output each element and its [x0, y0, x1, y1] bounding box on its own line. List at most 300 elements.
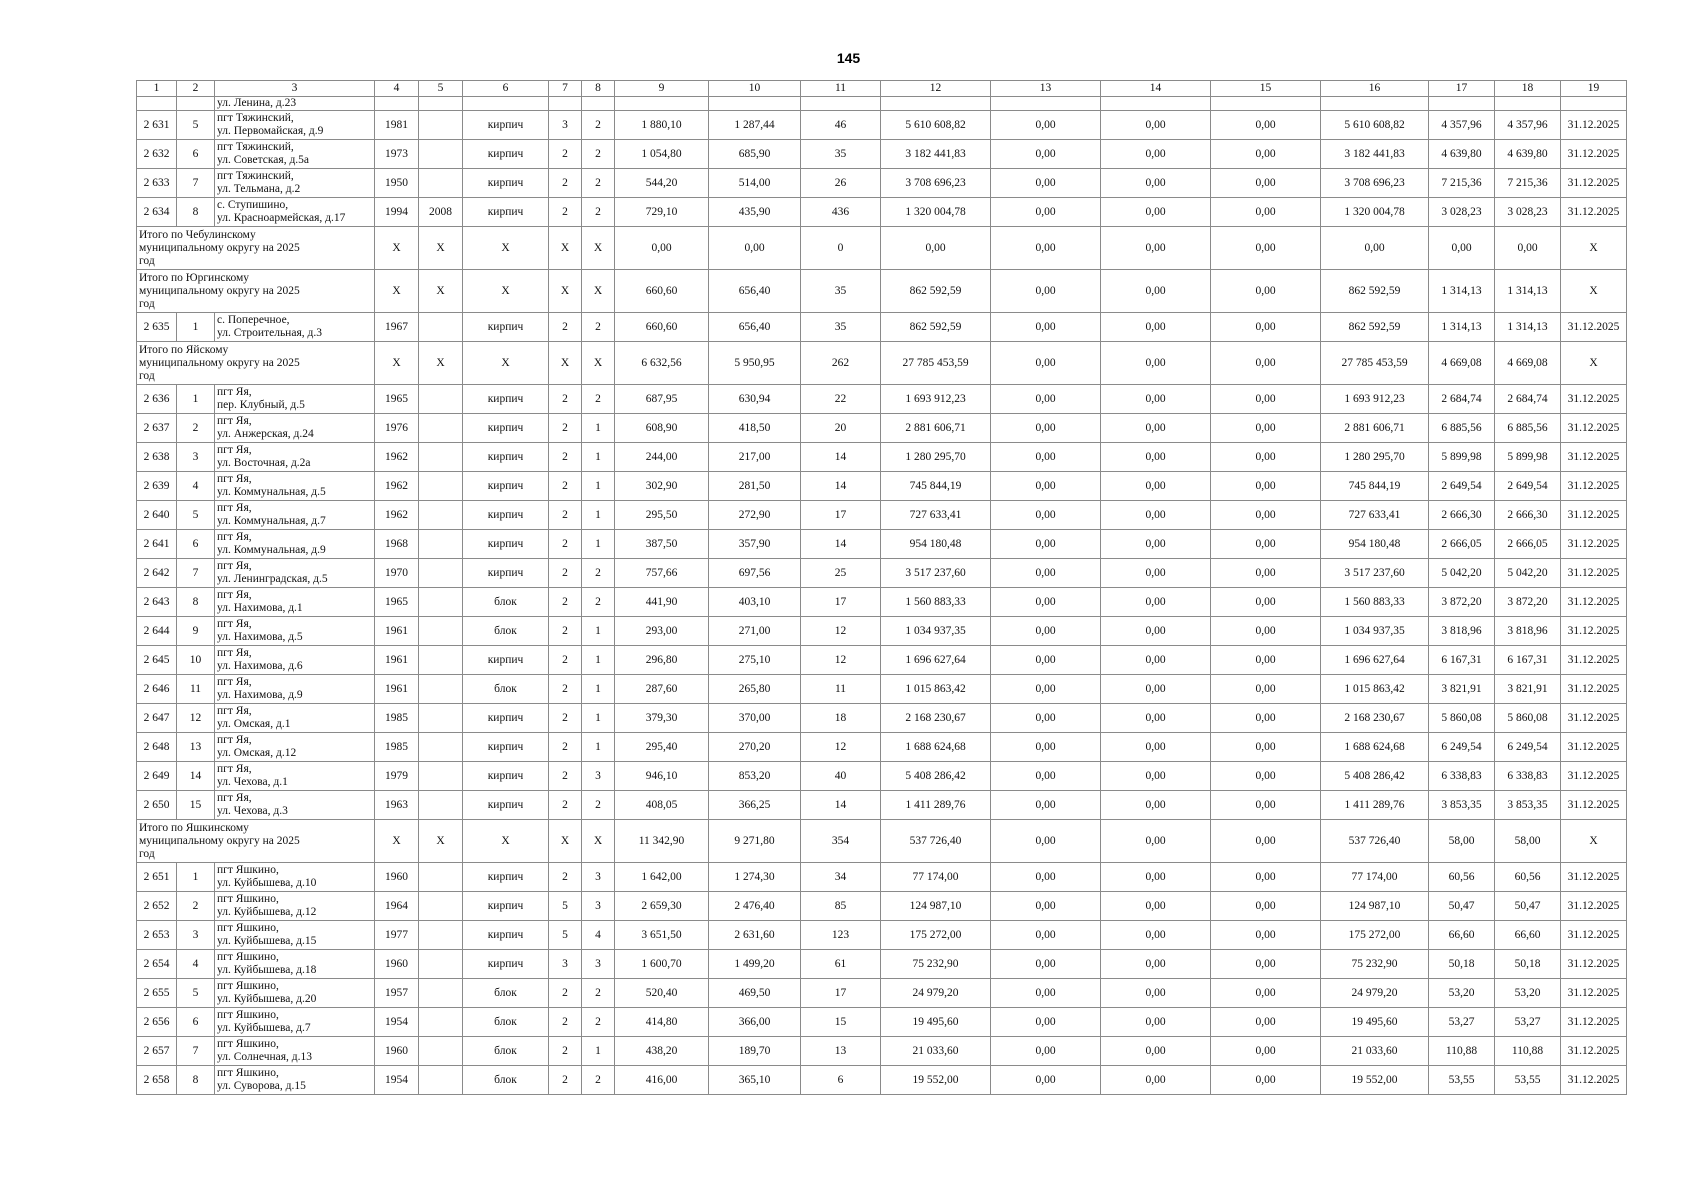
value-cell: 0,00 — [1101, 342, 1211, 385]
value-cell: 0,00 — [1101, 501, 1211, 530]
value-cell: 4 — [582, 921, 615, 950]
value-cell — [419, 892, 463, 921]
value-cell: 15 — [801, 1008, 881, 1037]
table-row — [137, 646, 1627, 675]
column-header: 19 — [1561, 81, 1627, 97]
value-cell: 293,00 — [615, 617, 709, 646]
value-cell — [419, 140, 463, 169]
value-cell: 1957 — [375, 979, 419, 1008]
value-cell: 5 899,98 — [1429, 443, 1495, 472]
value-cell: 12 — [801, 733, 881, 762]
value-cell: 408,05 — [615, 791, 709, 820]
address-cell: пгт Яшкино, ул. Суворова, д.15 — [215, 1066, 375, 1095]
value-cell: 366,25 — [709, 791, 801, 820]
value-cell: 5 610 608,82 — [881, 111, 991, 140]
value-cell: 438,20 — [615, 1037, 709, 1066]
value-cell: 0,00 — [1211, 1037, 1321, 1066]
address-cell: с. Ступишино, ул. Красноармейская, д.17 — [215, 198, 375, 227]
value-cell: 1 314,13 — [1495, 270, 1561, 313]
value-cell — [419, 1008, 463, 1037]
table-row — [137, 385, 1627, 414]
table-row — [137, 950, 1627, 979]
column-header: 3 — [215, 81, 375, 97]
value-cell: 2 684,74 — [1495, 385, 1561, 414]
value-cell: 31.12.2025 — [1561, 646, 1627, 675]
value-cell: 1 — [582, 530, 615, 559]
value-cell: 17 — [801, 588, 881, 617]
value-cell: X — [549, 270, 582, 313]
value-cell: 3 853,35 — [1429, 791, 1495, 820]
value-cell — [1211, 97, 1321, 111]
value-cell: 2 — [549, 1037, 582, 1066]
value-cell — [419, 414, 463, 443]
value-cell: X — [549, 820, 582, 863]
value-cell: 0,00 — [1495, 227, 1561, 270]
value-cell: 1 280 295,70 — [1321, 443, 1429, 472]
value-cell: блок — [463, 1037, 549, 1066]
row-number-cell: 2 640 — [137, 501, 177, 530]
value-cell: 275,10 — [709, 646, 801, 675]
value-cell: 31.12.2025 — [1561, 198, 1627, 227]
value-cell: 1 — [582, 646, 615, 675]
address-cell: пгт Яшкино, ул. Солнечная, д.13 — [215, 1037, 375, 1066]
value-cell: 3 821,91 — [1429, 675, 1495, 704]
total-label-cell: Итого по Яшкинскому муниципальному округу на 2025 год — [137, 820, 375, 863]
value-cell: 3 — [582, 950, 615, 979]
value-cell — [419, 675, 463, 704]
value-cell — [615, 97, 709, 111]
address-cell: пгт Яя, ул. Омская, д.1 — [215, 704, 375, 733]
value-cell: X — [549, 227, 582, 270]
value-cell: 660,60 — [615, 270, 709, 313]
value-cell — [582, 97, 615, 111]
value-cell: 50,47 — [1495, 892, 1561, 921]
value-cell: 6 — [801, 1066, 881, 1095]
value-cell: 3 651,50 — [615, 921, 709, 950]
value-cell: 2 649,54 — [1495, 472, 1561, 501]
value-cell: 0,00 — [991, 342, 1101, 385]
address-cell: пгт Яя, ул. Омская, д.12 — [215, 733, 375, 762]
value-cell: X — [1561, 270, 1627, 313]
value-cell: 0,00 — [1101, 198, 1211, 227]
column-header: 8 — [582, 81, 615, 97]
value-cell — [419, 617, 463, 646]
address-cell: пгт Тяжинский, ул. Советская, д.5а — [215, 140, 375, 169]
value-cell: X — [419, 270, 463, 313]
value-cell: 53,55 — [1495, 1066, 1561, 1095]
value-cell: 0,00 — [1211, 169, 1321, 198]
value-cell: кирпич — [463, 111, 549, 140]
value-cell: X — [375, 342, 419, 385]
value-cell: 0,00 — [1101, 704, 1211, 733]
value-cell: 0,00 — [1211, 385, 1321, 414]
value-cell: 0,00 — [1101, 921, 1211, 950]
value-cell: 0,00 — [991, 733, 1101, 762]
value-cell: 1954 — [375, 1008, 419, 1037]
value-cell: 2 881 606,71 — [881, 414, 991, 443]
column-header: 15 — [1211, 81, 1321, 97]
value-cell: 58,00 — [1429, 820, 1495, 863]
value-cell: 6 249,54 — [1429, 733, 1495, 762]
value-cell: 50,18 — [1495, 950, 1561, 979]
value-cell: 35 — [801, 313, 881, 342]
value-cell: 0,00 — [1101, 979, 1211, 1008]
value-cell: 416,00 — [615, 1066, 709, 1095]
value-cell: 745 844,19 — [1321, 472, 1429, 501]
row-number-cell: 2 647 — [137, 704, 177, 733]
value-cell: 0,00 — [1211, 979, 1321, 1008]
value-cell — [419, 1037, 463, 1066]
value-cell: 0,00 — [1211, 472, 1321, 501]
value-cell: кирпич — [463, 140, 549, 169]
value-cell: 0,00 — [1211, 892, 1321, 921]
value-cell: 3 — [549, 950, 582, 979]
value-cell: 2 — [582, 559, 615, 588]
value-cell: 1 — [582, 617, 615, 646]
value-cell: 21 033,60 — [881, 1037, 991, 1066]
value-cell: 66,60 — [1495, 921, 1561, 950]
value-cell: 1977 — [375, 921, 419, 950]
value-cell: 745 844,19 — [881, 472, 991, 501]
value-cell: 19 495,60 — [881, 1008, 991, 1037]
value-cell: 0,00 — [991, 1008, 1101, 1037]
value-cell: 1 — [582, 1037, 615, 1066]
total-row — [137, 820, 1627, 863]
value-cell: 441,90 — [615, 588, 709, 617]
row-number-cell: 2 636 — [137, 385, 177, 414]
table-row — [137, 921, 1627, 950]
value-cell: 1961 — [375, 675, 419, 704]
column-header: 2 — [177, 81, 215, 97]
value-cell: 0,00 — [1101, 530, 1211, 559]
value-cell: 271,00 — [709, 617, 801, 646]
value-cell: 0,00 — [1101, 169, 1211, 198]
value-cell: 0,00 — [1211, 140, 1321, 169]
table-row — [137, 704, 1627, 733]
value-cell: 0,00 — [1101, 820, 1211, 863]
value-cell: 0,00 — [991, 820, 1101, 863]
item-number-cell: 1 — [177, 313, 215, 342]
value-cell: 0,00 — [1211, 820, 1321, 863]
value-cell: X — [1561, 820, 1627, 863]
table-row — [137, 1037, 1627, 1066]
table-row — [137, 1066, 1627, 1095]
value-cell: 1 314,13 — [1429, 270, 1495, 313]
table-row — [137, 501, 1627, 530]
value-cell: 0,00 — [1101, 791, 1211, 820]
value-cell: 295,50 — [615, 501, 709, 530]
value-cell: 0,00 — [1101, 227, 1211, 270]
value-cell: 5 860,08 — [1429, 704, 1495, 733]
value-cell: 0,00 — [991, 559, 1101, 588]
value-cell: X — [582, 270, 615, 313]
value-cell: 2 — [549, 501, 582, 530]
value-cell: 5 860,08 — [1495, 704, 1561, 733]
item-number-cell: 5 — [177, 501, 215, 530]
value-cell: 31.12.2025 — [1561, 1037, 1627, 1066]
value-cell: 0,00 — [1211, 863, 1321, 892]
value-cell: 3 028,23 — [1429, 198, 1495, 227]
value-cell: 0,00 — [991, 675, 1101, 704]
row-number-cell: 2 645 — [137, 646, 177, 675]
value-cell: 0,00 — [991, 270, 1101, 313]
value-cell: 4 357,96 — [1495, 111, 1561, 140]
value-cell: 31.12.2025 — [1561, 1008, 1627, 1037]
value-cell: 24 979,20 — [1321, 979, 1429, 1008]
value-cell — [419, 443, 463, 472]
value-cell: 0,00 — [991, 762, 1101, 791]
row-number-cell: 2 658 — [137, 1066, 177, 1095]
value-cell: 954 180,48 — [881, 530, 991, 559]
row-number-cell: 2 633 — [137, 169, 177, 198]
item-number-cell: 12 — [177, 704, 215, 733]
value-cell: 6 632,56 — [615, 342, 709, 385]
value-cell: 2 — [549, 169, 582, 198]
value-cell: 1968 — [375, 530, 419, 559]
value-cell: 1964 — [375, 892, 419, 921]
row-number-cell: 2 641 — [137, 530, 177, 559]
value-cell: 403,10 — [709, 588, 801, 617]
value-cell: 1960 — [375, 1037, 419, 1066]
item-number-cell: 15 — [177, 791, 215, 820]
value-cell: 14 — [801, 443, 881, 472]
value-cell: 46 — [801, 111, 881, 140]
value-cell: 0,00 — [1101, 588, 1211, 617]
value-cell: 1954 — [375, 1066, 419, 1095]
item-number-cell: 2 — [177, 892, 215, 921]
value-cell: 2 168 230,67 — [1321, 704, 1429, 733]
value-cell: кирпич — [463, 472, 549, 501]
item-number-cell: 14 — [177, 762, 215, 791]
value-cell: 124 987,10 — [881, 892, 991, 921]
value-cell: 1962 — [375, 472, 419, 501]
value-cell: 1 054,80 — [615, 140, 709, 169]
value-cell: 0,00 — [991, 892, 1101, 921]
value-cell — [1101, 97, 1211, 111]
value-cell: 853,20 — [709, 762, 801, 791]
value-cell — [419, 950, 463, 979]
value-cell: 1 015 863,42 — [1321, 675, 1429, 704]
row-number-cell: 2 655 — [137, 979, 177, 1008]
value-cell: 0,00 — [1211, 733, 1321, 762]
value-cell: 0,00 — [1211, 646, 1321, 675]
value-cell: 0,00 — [1101, 140, 1211, 169]
value-cell: 0,00 — [1211, 111, 1321, 140]
column-header: 5 — [419, 81, 463, 97]
value-cell: 0,00 — [1211, 704, 1321, 733]
value-cell: 1965 — [375, 385, 419, 414]
address-cell: с. Поперечное, ул. Строительная, д.3 — [215, 313, 375, 342]
value-cell: 2 — [549, 559, 582, 588]
value-cell: 124 987,10 — [1321, 892, 1429, 921]
value-cell: 0,00 — [1101, 313, 1211, 342]
value-cell: X — [419, 820, 463, 863]
value-cell: 2 — [582, 313, 615, 342]
table-row — [137, 443, 1627, 472]
value-cell: 302,90 — [615, 472, 709, 501]
value-cell: 21 033,60 — [1321, 1037, 1429, 1066]
value-cell: 2 659,30 — [615, 892, 709, 921]
continuation-row — [137, 97, 1627, 111]
value-cell: 3 708 696,23 — [881, 169, 991, 198]
value-cell: 2 631,60 — [709, 921, 801, 950]
value-cell: 31.12.2025 — [1561, 414, 1627, 443]
value-cell: 60,56 — [1495, 863, 1561, 892]
value-cell: 4 639,80 — [1429, 140, 1495, 169]
value-cell: 3 182 441,83 — [1321, 140, 1429, 169]
value-cell: 296,80 — [615, 646, 709, 675]
row-number-cell: 2 634 — [137, 198, 177, 227]
value-cell: 0,00 — [1101, 414, 1211, 443]
value-cell: 53,55 — [1429, 1066, 1495, 1095]
value-cell: 379,30 — [615, 704, 709, 733]
value-cell: кирпич — [463, 414, 549, 443]
value-cell: 1961 — [375, 617, 419, 646]
value-cell: 1976 — [375, 414, 419, 443]
address-cell: пгт Яя, ул. Нахимова, д.6 — [215, 646, 375, 675]
address-cell: пгт Яя, ул. Коммунальная, д.5 — [215, 472, 375, 501]
value-cell: 66,60 — [1429, 921, 1495, 950]
value-cell: 35 — [801, 270, 881, 313]
value-cell: 0,00 — [1101, 863, 1211, 892]
value-cell: 0,00 — [991, 472, 1101, 501]
value-cell: 2 — [549, 1066, 582, 1095]
value-cell: 2 — [582, 588, 615, 617]
value-cell: 1981 — [375, 111, 419, 140]
value-cell: 387,50 — [615, 530, 709, 559]
value-cell: 14 — [801, 791, 881, 820]
value-cell: 727 633,41 — [881, 501, 991, 530]
value-cell: 0,00 — [991, 385, 1101, 414]
value-cell: 60,56 — [1429, 863, 1495, 892]
value-cell: 0,00 — [991, 111, 1101, 140]
value-cell: 3 853,35 — [1495, 791, 1561, 820]
value-cell — [419, 921, 463, 950]
address-cell: пгт Яя, ул. Восточная, д.2а — [215, 443, 375, 472]
row-number-cell — [137, 97, 177, 111]
value-cell: 1 560 883,33 — [881, 588, 991, 617]
value-cell: 13 — [801, 1037, 881, 1066]
housing-register-table — [136, 80, 1627, 1095]
item-number-cell: 11 — [177, 675, 215, 704]
value-cell: 2 — [549, 313, 582, 342]
value-cell: 50,18 — [1429, 950, 1495, 979]
value-cell: 3 — [582, 762, 615, 791]
value-cell: 3 818,96 — [1429, 617, 1495, 646]
value-cell: 1979 — [375, 762, 419, 791]
value-cell: блок — [463, 1066, 549, 1095]
address-cell: пгт Яя, ул. Анжерская, д.24 — [215, 414, 375, 443]
value-cell: 31.12.2025 — [1561, 1066, 1627, 1095]
value-cell: 729,10 — [615, 198, 709, 227]
value-cell: 1 693 912,23 — [881, 385, 991, 414]
row-number-cell: 2 656 — [137, 1008, 177, 1037]
value-cell: 31.12.2025 — [1561, 530, 1627, 559]
value-cell: 757,66 — [615, 559, 709, 588]
column-header: 14 — [1101, 81, 1211, 97]
value-cell: 537 726,40 — [1321, 820, 1429, 863]
value-cell: 2 — [549, 791, 582, 820]
value-cell: 0,00 — [1211, 1008, 1321, 1037]
value-cell: 0,00 — [991, 227, 1101, 270]
value-cell — [419, 1066, 463, 1095]
address-cell: пгт Яшкино, ул. Куйбышева, д.12 — [215, 892, 375, 921]
value-cell: 6 167,31 — [1495, 646, 1561, 675]
item-number-cell: 1 — [177, 863, 215, 892]
value-cell — [1429, 97, 1495, 111]
value-cell: 0,00 — [1211, 791, 1321, 820]
value-cell: 5 042,20 — [1495, 559, 1561, 588]
value-cell: 1970 — [375, 559, 419, 588]
value-cell: 365,10 — [709, 1066, 801, 1095]
value-cell: 287,60 — [615, 675, 709, 704]
value-cell: X — [463, 342, 549, 385]
value-cell: кирпич — [463, 559, 549, 588]
value-cell: 608,90 — [615, 414, 709, 443]
value-cell: 1 — [582, 704, 615, 733]
value-cell: 0,00 — [991, 588, 1101, 617]
total-row — [137, 270, 1627, 313]
value-cell: 31.12.2025 — [1561, 617, 1627, 646]
value-cell: 24 979,20 — [881, 979, 991, 1008]
item-number-cell: 6 — [177, 140, 215, 169]
value-cell: 0,00 — [1101, 385, 1211, 414]
value-cell: 2 476,40 — [709, 892, 801, 921]
value-cell: 18 — [801, 704, 881, 733]
value-cell: 12 — [801, 617, 881, 646]
value-cell: 3 708 696,23 — [1321, 169, 1429, 198]
value-cell: 0,00 — [709, 227, 801, 270]
column-header: 17 — [1429, 81, 1495, 97]
value-cell: 0,00 — [1101, 270, 1211, 313]
table-row — [137, 617, 1627, 646]
value-cell: 954 180,48 — [1321, 530, 1429, 559]
value-cell — [419, 791, 463, 820]
value-cell: 7 215,36 — [1495, 169, 1561, 198]
value-cell: 0,00 — [991, 443, 1101, 472]
value-cell: 1 600,70 — [615, 950, 709, 979]
value-cell — [419, 530, 463, 559]
value-cell: 6 885,56 — [1429, 414, 1495, 443]
value-cell: 6 885,56 — [1495, 414, 1561, 443]
value-cell: 17 — [801, 979, 881, 1008]
value-cell: 22 — [801, 385, 881, 414]
value-cell: 31.12.2025 — [1561, 140, 1627, 169]
value-cell: 0,00 — [991, 863, 1101, 892]
total-label-cell: Итого по Чебулинскому муниципальному округу на 2025 год — [137, 227, 375, 270]
value-cell: кирпич — [463, 198, 549, 227]
value-cell: 26 — [801, 169, 881, 198]
value-cell: 31.12.2025 — [1561, 472, 1627, 501]
item-number-cell — [177, 97, 215, 111]
value-cell: 0,00 — [991, 791, 1101, 820]
column-header: 1 — [137, 81, 177, 97]
table-row — [137, 762, 1627, 791]
value-cell: 58,00 — [1495, 820, 1561, 863]
value-cell: 435,90 — [709, 198, 801, 227]
value-cell: 537 726,40 — [881, 820, 991, 863]
value-cell: 366,00 — [709, 1008, 801, 1037]
value-cell: 436 — [801, 198, 881, 227]
value-cell — [419, 704, 463, 733]
value-cell: 5 408 286,42 — [881, 762, 991, 791]
total-row — [137, 342, 1627, 385]
value-cell: 123 — [801, 921, 881, 950]
value-cell: 0,00 — [991, 414, 1101, 443]
value-cell: X — [1561, 227, 1627, 270]
value-cell: 35 — [801, 140, 881, 169]
item-number-cell: 8 — [177, 1066, 215, 1095]
